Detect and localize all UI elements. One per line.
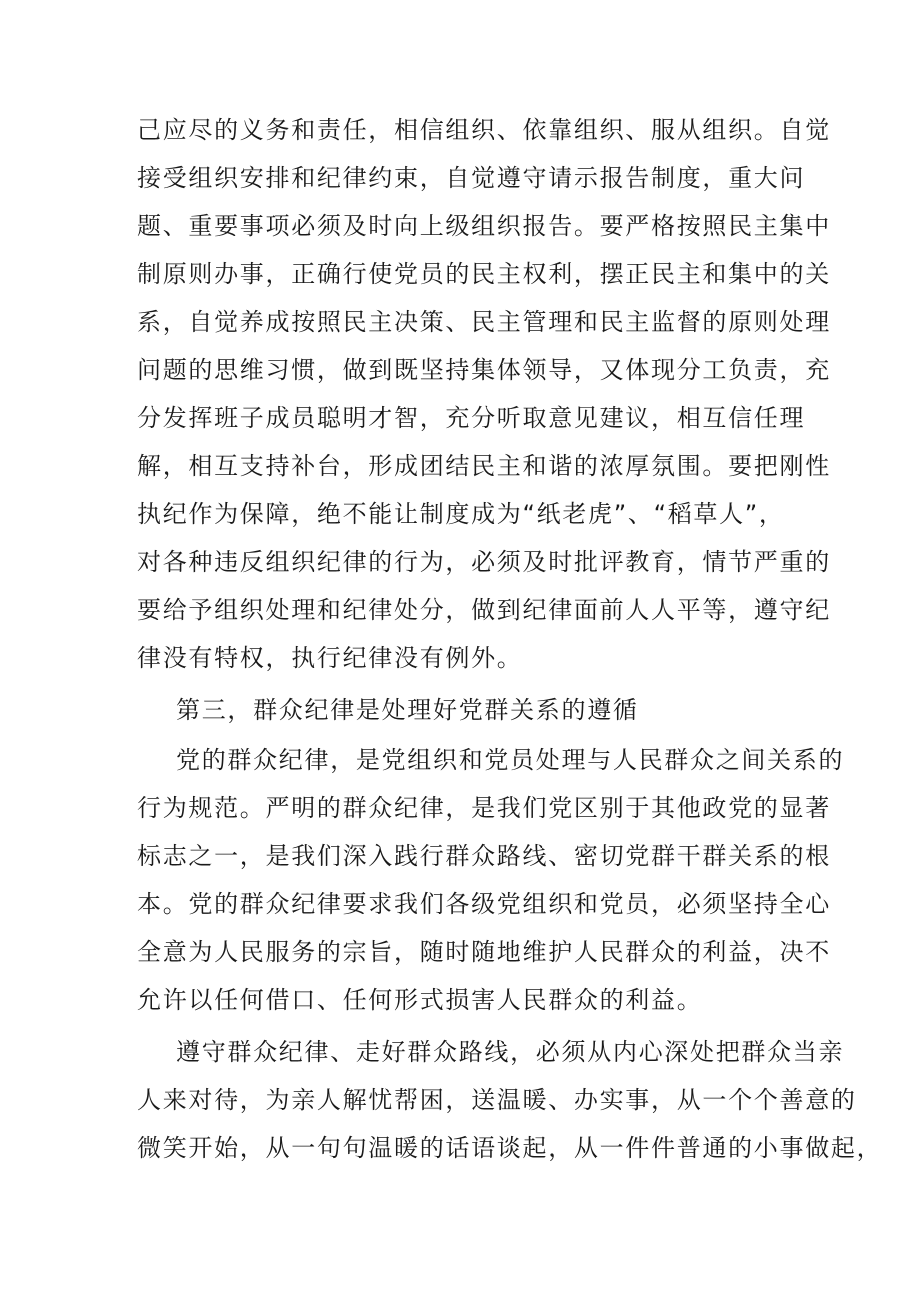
text-line: 解，相互支持补台，形成团结民主和谐的浓厚氛围。要把刚性 [137, 452, 831, 480]
text-line: 接受组织安排和纪律约束，自觉遵守请示报告制度，重大问 [137, 164, 806, 192]
text-line: 律没有特权，执行纪律没有例外。 [137, 644, 523, 672]
text-line: 己应尽的义务和责任，相信组织、依靠组织、服从组织。自觉 [137, 116, 831, 144]
text-line: 要给予组织处理和纪律处分，做到纪律面前人人平等，遵守纪 [137, 596, 831, 624]
text-line: 本。党的群众纪律要求我们各级党组织和党员，必须坚持全心 [137, 890, 831, 918]
text-line: 制原则办事，正确行使党员的民主权利，摆正民主和集中的关 [137, 260, 831, 288]
text-line: 标志之一，是我们深入践行群众路线、密切党群干群关系的根 [137, 842, 831, 870]
text-line: 对各种违反组织纪律的行为，必须及时批评教育，情节严重的 [137, 548, 831, 576]
text-line: 分发挥班子成员聪明才智，充分听取意见建议，相互信任理 [137, 404, 806, 432]
text-line: 问题的思维习惯，做到既坚持集体领导，又体现分工负责，充 [137, 356, 831, 384]
text-line: 执纪作为保障，绝不能让制度成为“纸老虎”、“稻草人”， [137, 500, 785, 528]
paragraph-start-line: 党的群众纪律，是党组织和党员处理与人民群众之间关系的 [176, 746, 845, 774]
section-heading: 第三，群众纪律是处理好党群关系的遵循 [176, 696, 639, 724]
text-line: 行为规范。严明的群众纪律，是我们党区别于其他政党的显著 [137, 794, 831, 822]
text-line: 题、重要事项必须及时向上级组织报告。要严格按照民主集中 [137, 212, 831, 240]
text-line: 全意为人民服务的宗旨，随时随地维护人民群众的利益，决不 [137, 938, 831, 966]
paragraph-start-line: 遵守群众纪律、走好群众路线，必须从内心深处把群众当亲 [176, 1038, 845, 1066]
text-line: 人来对待，为亲人解忧帮困，送温暖、办实事，从一个个善意的 [137, 1086, 857, 1114]
text-line: 微笑开始，从一句句温暖的话语谈起，从一件件普通的小事做起， [137, 1134, 883, 1162]
text-line: 允许以任何借口、任何形式损害人民群众的利益。 [137, 986, 703, 1014]
text-line: 系，自觉养成按照民主决策、民主管理和民主监督的原则处理 [137, 308, 831, 336]
